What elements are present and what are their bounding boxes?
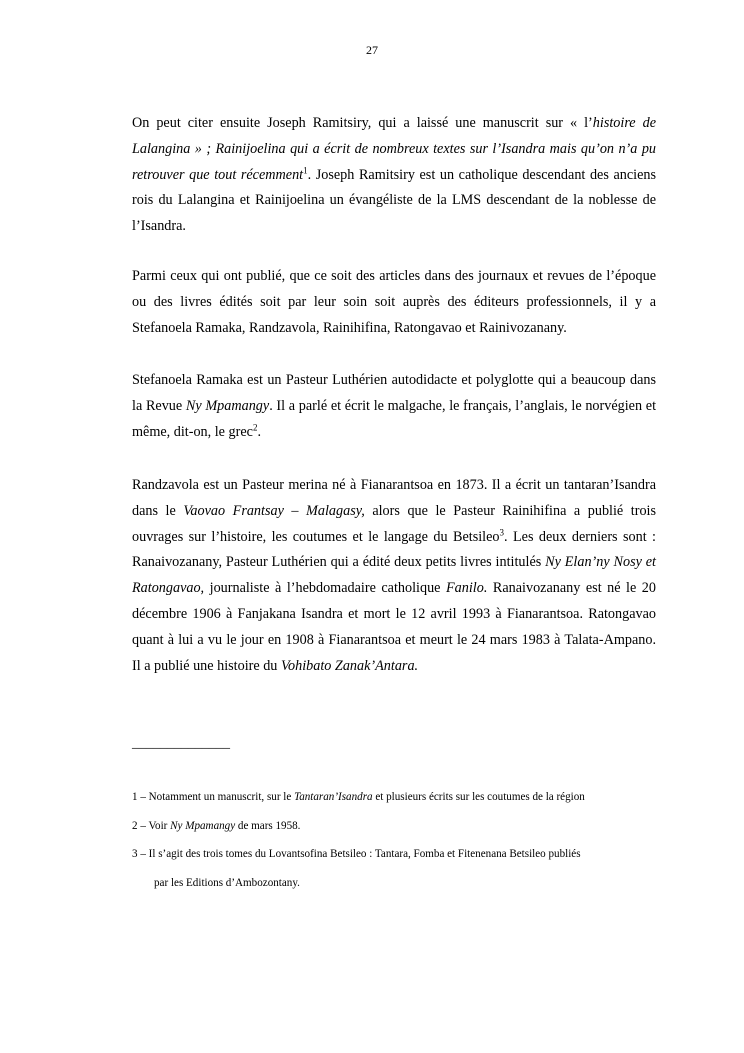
footnote-1: 1 – Notamment un manuscrit, sur le Tantaran’Isandra et plusieurs écrits sur les coutumes de la région — [132, 791, 585, 803]
page-number: 27 — [366, 43, 378, 57]
paragraph-1: On peut citer ensuite Joseph Ramitsiry, qui a laissé une manuscrit sur « l’histoire de Lalangina » ; Rainijoelina qui a écrit de nombreux textes sur l’Isandra mais qu’on n’a pu retrouver que tout récemment$^1$. Joseph Ramitsiry est un catholique descendant des anciens rois du Lalangina et Rainijoelina un évangéliste de la LMS descendant de la noblesse de l’Isandra. — [132, 115, 656, 235]
footnote-3-continuation: par les Editions d’Ambozontany. — [154, 877, 300, 889]
footnote-2: 2 – Voir Ny Mpamangy de mars 1958. — [132, 820, 301, 832]
paragraph-2: Parmi ceux qui ont publié, que ce soit des articles dans des journaux et revues de l’époque ou des livres édités soit par leur soin soit auprès des éditeurs professionnels, il y a Stefanoela Ramaka, Randzavola, Rainihifina, Ratongavao et Rainivozanany. — [132, 268, 656, 336]
footnote-ref-2: 2 — [252, 421, 258, 432]
footnote-separator: ______________ — [132, 736, 230, 751]
footnote-3: 3 – Il s’agit des trois tomes du Lovantsofina Betsileo : Tantara, Fomba et Fitenenana Betsileo publiés — [132, 848, 581, 860]
paragraph-4: Randzavola est un Pasteur merina né à Fianarantsoa en 1873. Il a écrit un tantaran’Isandra dans le Vaovao Frantsay – Malagasy, alors que le Pasteur Rainihifina a publié trois ouvrages sur l’histoire, les coutumes et le langage du Betsileo$^3$. Les deux derniers sont : Ranaivozanany, Pasteur Luthérien qui a édité deux petits livres intitulés Ny Elan’ny Nosy et Ratongavao, journaliste à l’hebdomadaire catholique Fanilo. Ranaivozanany est né le 20 décembre 1906 à Fanjakana Isandra et mort le 12 avril 1993 à Fianarantsoa. Ratongavao quant à lui a vu le jour en 1908 à Fianarantsoa et meurt le 24 mars 1983 à Talata-Ampano. Il a publié une histoire du Vohibato Zanak’Antara. — [132, 477, 657, 674]
footnote-ref-1: 1 — [303, 164, 308, 175]
paragraph-3: Stefanoela Ramaka est un Pasteur Luthérien autodidacte et polyglotte qui a beaucoup dans la Revue Ny Mpamangy. Il a parlé et écrit le malgache, le français, l’anglais, le norvégien et même, dit-on, le grec$^2$. — [132, 372, 657, 440]
footnote-ref-3: 3 — [499, 526, 505, 537]
